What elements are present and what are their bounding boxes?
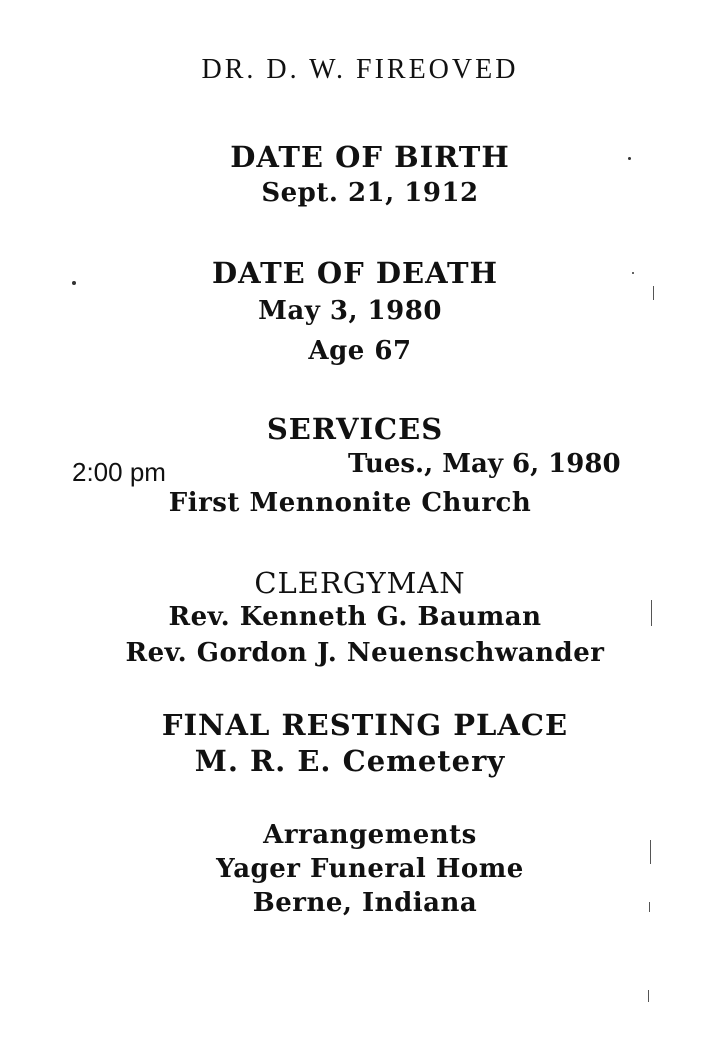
scan-speck	[628, 157, 631, 160]
services-heading: SERVICES	[266, 412, 444, 446]
service-date: Tues., May 6, 1980	[348, 449, 621, 479]
scan-mark	[653, 286, 654, 300]
resting-place-heading: FINAL RESTING PLACE	[161, 708, 569, 742]
funeral-home-location: Berne, Indiana	[252, 888, 478, 918]
scan-mark	[650, 840, 651, 864]
arrangements-heading: Arrangements	[263, 820, 477, 850]
birth-date: Sept. 21, 1912	[261, 178, 479, 208]
scan-speck	[632, 272, 634, 274]
age-at-death: Age 67	[308, 336, 412, 366]
death-heading: DATE OF DEATH	[212, 256, 498, 290]
scan-mark	[648, 990, 649, 1002]
clergyman-name-2: Rev. Gordon J. Neuenschwander	[125, 638, 605, 668]
death-date: May 3, 1980	[258, 296, 442, 326]
clergyman-name-1: Rev. Kenneth G. Bauman	[168, 602, 542, 632]
service-time: 2:00 pm	[72, 457, 166, 487]
resting-place-value: M. R. E. Cemetery	[194, 744, 506, 778]
scan-mark	[651, 600, 652, 626]
scan-mark	[649, 902, 650, 912]
deceased-name: DR. D. W. FIREOVED	[201, 54, 519, 85]
service-location: First Mennonite Church	[168, 488, 532, 518]
birth-heading: DATE OF BIRTH	[230, 140, 510, 174]
clergyman-heading: CLERGYMAN	[254, 566, 466, 600]
scan-speck	[72, 281, 76, 285]
funeral-home: Yager Funeral Home	[216, 854, 524, 884]
